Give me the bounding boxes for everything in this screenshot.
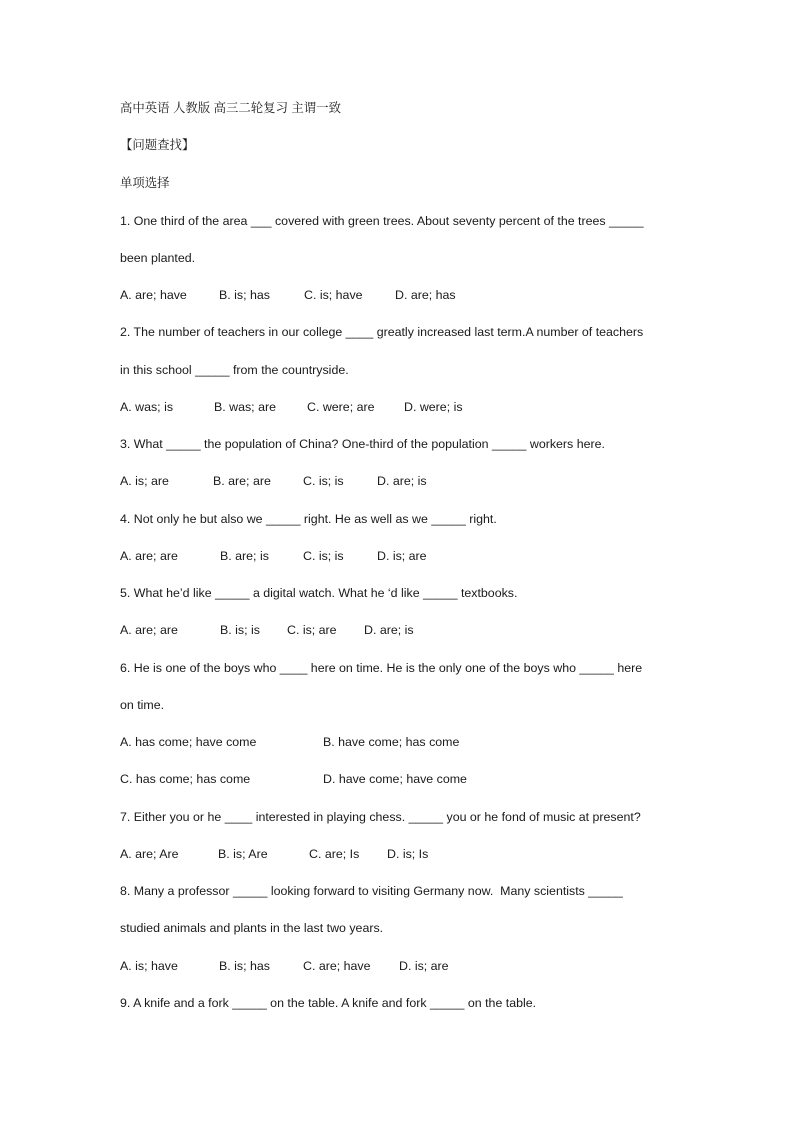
question-8-option-d: D. is; are [399,959,449,973]
question-3-option-c: C. is; is [303,474,344,488]
question-4-option-c: C. is; is [303,549,344,563]
question-8-line-1: 8. Many a professor _____ looking forward to visiting Germany now. Many scientists _____ [120,884,623,898]
question-1-option-b: B. is; has [219,288,270,302]
question-2-option-a: A. was; is [120,400,174,414]
question-9-line-1: 9. A knife and a fork _____ on the table. A knife and fork _____ on the table. [120,996,537,1010]
subsection-heading: 单项选择 [120,176,170,190]
question-6-option-c: C. has come; has come [120,772,251,786]
question-5-option-c: C. is; are [287,623,337,637]
question-8-option-b: B. is; has [219,959,270,973]
question-8-option-a: A. is; have [120,959,178,973]
question-6-option-d: D. have come; have come [323,772,467,786]
question-7-option-c: C. are; Is [309,847,360,861]
question-3-line-1: 3. What _____ the population of China? One-third of the population _____ workers here. [120,437,605,451]
question-6-line-2: on time. [120,698,165,712]
question-5-option-a: A. are; are [120,623,178,637]
question-2-line-2: in this school _____ from the countryside. [120,363,349,377]
question-1-line-1: 1. One third of the area ___ covered with green trees. About seventy percent of the trees _____ [120,214,644,228]
question-1-option-d: D. are; has [395,288,456,302]
question-1-option-c: C. is; have [304,288,363,302]
question-4-option-a: A. are; are [120,549,178,563]
question-1-option-a: A. are; have [120,288,187,302]
question-6-option-b: B. have come; has come [323,735,460,749]
document-title: 高中英语 人教版 高三二轮复习 主谓一致 [120,101,341,115]
section-heading: 【问题查找】 [120,138,195,152]
question-2-option-d: D. were; is [404,400,463,414]
question-5-line-1: 5. What he’d like _____ a digital watch. What he ‘d like _____ textbooks. [120,586,518,600]
question-1-line-2: been planted. [120,251,196,265]
question-2-option-b: B. was; are [214,400,276,414]
question-8-option-c: C. are; have [303,959,371,973]
question-5-option-b: B. is; is [220,623,260,637]
question-3-option-d: D. are; is [377,474,427,488]
question-3-option-b: B. are; are [213,474,271,488]
question-7-option-d: D. is; Is [387,847,429,861]
question-2-line-1: 2. The number of teachers in our college ____ greatly increased last term.A number of teachers [120,325,644,339]
question-8-line-2: studied animals and plants in the last two years. [120,921,384,935]
question-4-option-d: D. is; are [377,549,427,563]
question-7-option-b: B. is; Are [218,847,268,861]
question-4-option-b: B. are; is [220,549,269,563]
question-4-line-1: 4. Not only he but also we _____ right. He as well as we _____ right. [120,512,497,526]
question-5-option-d: D. are; is [364,623,414,637]
question-6-option-a: A. has come; have come [120,735,257,749]
question-3-option-a: A. is; are [120,474,169,488]
question-6-line-1: 6. He is one of the boys who ____ here on time. He is the only one of the boys who _____ here [120,661,643,675]
question-7-option-a: A. are; Are [120,847,179,861]
question-7-line-1: 7. Either you or he ____ interested in playing chess. _____ you or he fond of music at present? [120,810,641,824]
question-2-option-c: C. were; are [307,400,375,414]
